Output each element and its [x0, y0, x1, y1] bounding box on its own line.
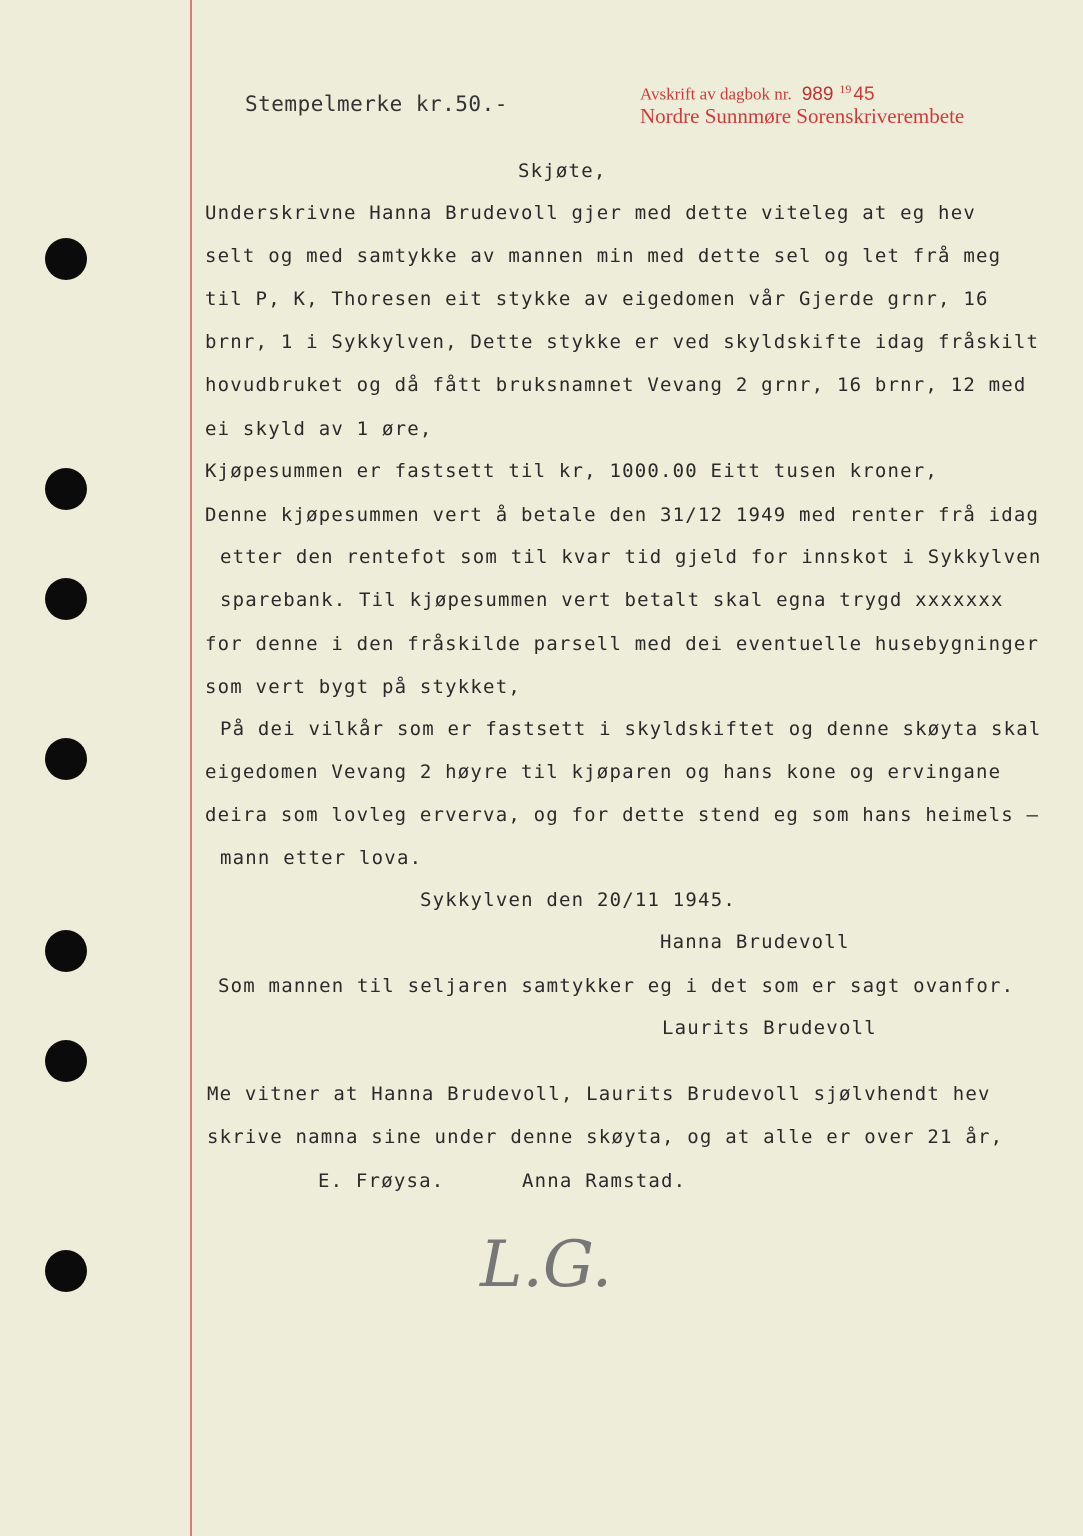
- punch-hole: [45, 1250, 87, 1292]
- text-line: til P, K, Thoresen eit stykke av eigedomen vår Gjerde grnr, 16: [205, 288, 989, 310]
- text-line: På dei vilkår som er fastsett i skyldskiftet og denne skøyta skal: [220, 718, 1042, 740]
- stamp-year-bottom: 45: [853, 83, 875, 105]
- witness-signature-b: Anna Ramstad.: [522, 1170, 687, 1192]
- text-line: selt og med samtykke av mannen min med dette sel og let frå meg: [205, 245, 1002, 267]
- red-margin-line: [190, 0, 192, 1536]
- punch-hole: [45, 930, 87, 972]
- punch-hole: [45, 738, 87, 780]
- place-date: Sykkylven den 20/11 1945.: [420, 889, 736, 911]
- text-line: Kjøpesummen er fastsett til kr, 1000.00 Eitt tusen kroner,: [205, 460, 939, 482]
- stamp-prefix: Avskrift av dagbok nr.: [640, 84, 792, 104]
- punch-hole: [45, 578, 87, 620]
- text-line: mann etter lova.: [220, 847, 423, 869]
- text-line: Denne kjøpesummen vert å betale den 31/12 1949 med renter frå idag: [205, 504, 1040, 526]
- stamp-year-top: 19: [839, 82, 852, 96]
- text-line: deira som lovleg erverva, og for dette stend eg som hans heimels —: [205, 804, 1040, 826]
- signature-seller: Hanna Brudevoll: [660, 931, 850, 953]
- witness-statement-1: Me vitner at Hanna Brudevoll, Laurits Brudevoll sjølvhendt hev: [207, 1083, 991, 1105]
- handwritten-initials: L.G.: [480, 1228, 613, 1302]
- text-line: hovudbruket og då fått bruksnamnet Vevang 2 grnr, 16 brnr, 12 med: [205, 374, 1027, 396]
- punch-hole: [45, 1040, 87, 1082]
- register-stamp: [640, 82, 964, 129]
- punch-hole: [45, 238, 87, 280]
- text-line: for denne i den fråskilde parsell med dei eventuelle husebygninger: [205, 633, 1040, 655]
- consent-line: Som mannen til seljaren samtykker eg i det som er sagt ovanfor.: [218, 975, 1015, 997]
- document-title: Skjøte,: [518, 160, 607, 182]
- stamp-line-1: [640, 82, 964, 106]
- text-line: brnr, 1 i Sykkylven, Dette stykke er ved skyldskifte idag fråskilt: [205, 331, 1040, 353]
- text-line: etter den rentefot som til kvar tid gjeld for innskot i Sykkylven: [220, 546, 1042, 568]
- witness-statement-2: skrive namna sine under denne skøyta, og at alle er over 21 år,: [207, 1126, 1004, 1148]
- text-line: som vert bygt på stykket,: [205, 676, 521, 698]
- witness-signature-a: E. Frøysa.: [318, 1170, 445, 1192]
- text-line: eigedomen Vevang 2 høyre til kjøparen og hans kone og ervingane: [205, 761, 1002, 783]
- stamp-number: 989: [801, 83, 834, 105]
- punch-hole: [45, 468, 87, 510]
- text-line: ei skyld av 1 øre,: [205, 418, 433, 440]
- text-line: Underskrivne Hanna Brudevoll gjer med dette viteleg at eg hev: [205, 202, 976, 224]
- text-line: sparebank. Til kjøpesummen vert betalt skal egna trygd xxxxxxx: [220, 589, 1004, 611]
- stamp-label: Stempelmerke kr.50.-: [245, 92, 508, 116]
- stamp-office: Nordre Sunnmøre Sorenskriverembete: [640, 103, 965, 128]
- signature-husband: Laurits Brudevoll: [662, 1017, 877, 1039]
